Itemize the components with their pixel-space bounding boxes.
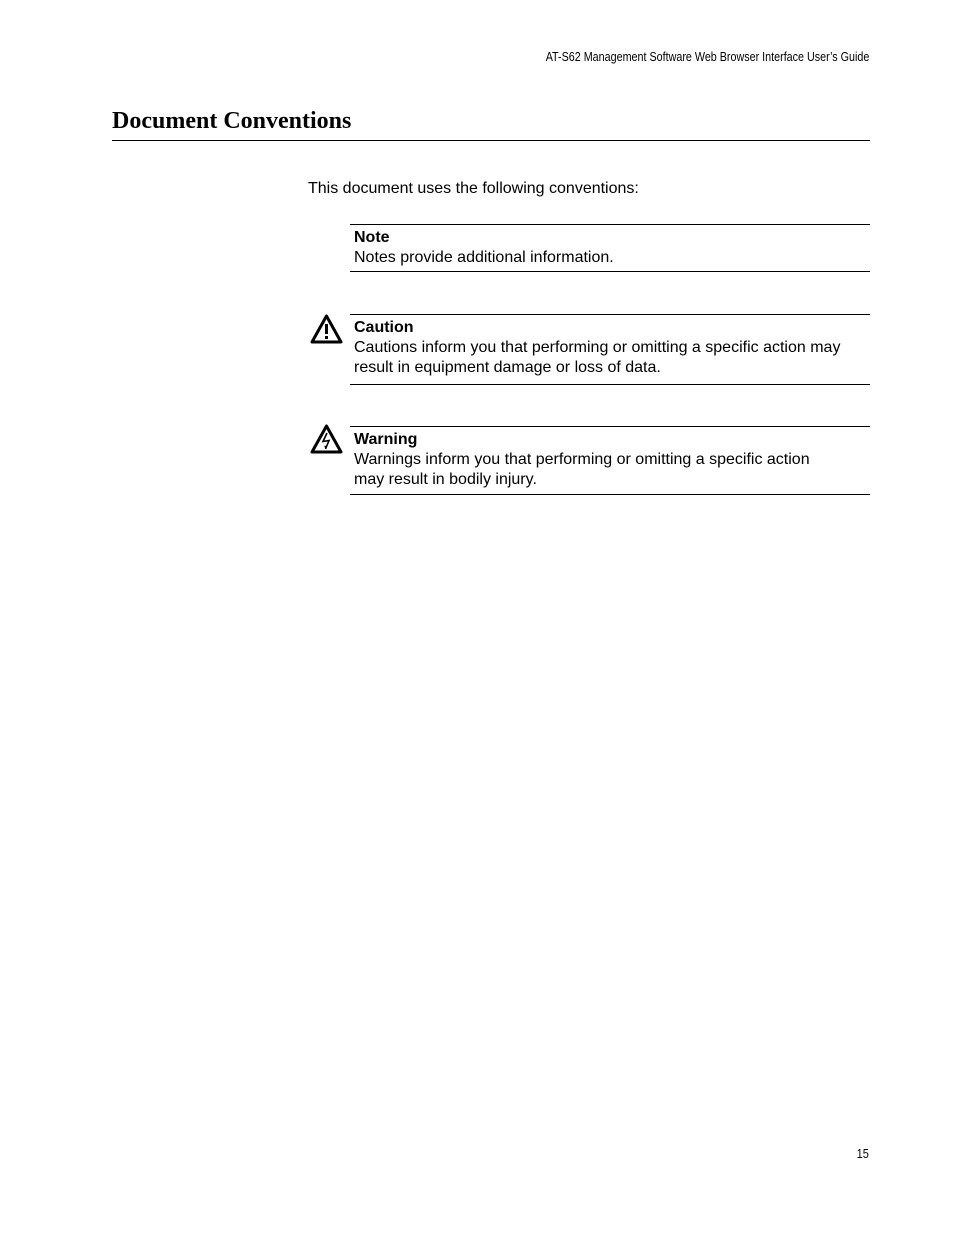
intro-paragraph: This document uses the following conventions: [308, 180, 639, 197]
running-header: AT-S62 Management Software Web Browser Interface User’s Guide [545, 50, 869, 64]
caution-text-line2: result in equipment damage or loss of data. [354, 359, 661, 376]
section-title: Document Conventions [112, 108, 352, 134]
title-rule [112, 140, 870, 141]
note-label: Note [354, 229, 390, 246]
caution-text-line1: Cautions inform you that performing or omitting a specific action may [354, 339, 841, 356]
caution-callout [350, 314, 870, 385]
note-callout [350, 224, 870, 272]
warning-label: Warning [354, 431, 418, 448]
warning-text-line2: may result in bodily injury. [354, 471, 537, 488]
caution-label: Caution [354, 319, 414, 336]
warning-lightning-triangle-icon [310, 424, 343, 454]
note-text: Notes provide additional information. [354, 249, 614, 266]
page-number: 15 [856, 1147, 869, 1161]
caution-exclamation-triangle-icon [310, 314, 343, 344]
warning-callout [350, 426, 870, 495]
warning-text-line1: Warnings inform you that performing or omitting a specific action [354, 451, 810, 468]
